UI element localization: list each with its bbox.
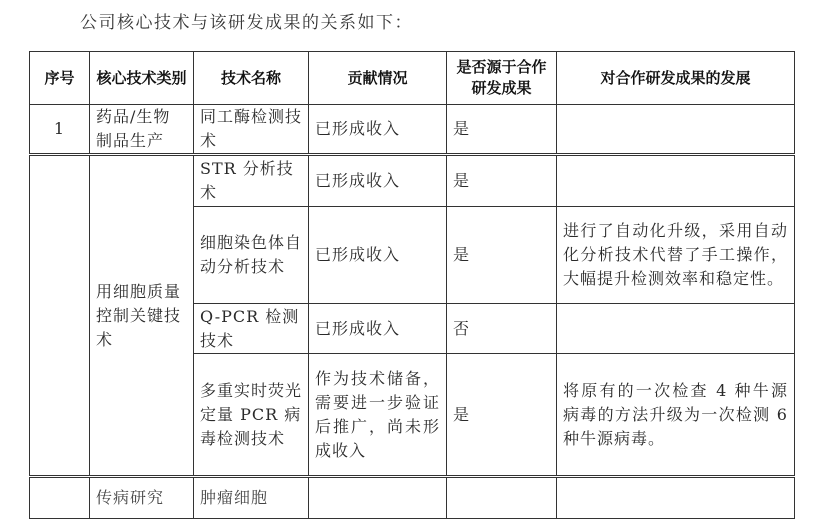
row-tech-name: 细胞染色体自动分析技术 [194, 207, 309, 304]
row-contribution [309, 477, 447, 519]
intro-text: 公司核心技术与该研发成果的关系如下： [80, 13, 413, 33]
row-development [557, 477, 795, 519]
row-development: 将原有的一次检查 4 种牛源病毒的方法升级为一次检测 6 种牛源病毒。 [557, 354, 795, 477]
table-row [30, 155, 795, 207]
header-from-coop: 是否源于合作研发成果 [447, 52, 557, 105]
row-category-text: 传病研究 [96, 488, 165, 507]
row-category [90, 477, 194, 519]
row-category-merged: 用细胞质量控制关键技术 [90, 155, 194, 477]
row-contribution: 已形成收入 [309, 155, 447, 207]
row-tech-name: Q-PCR 检测技术 [194, 304, 309, 354]
row-contribution: 已形成收入 [309, 304, 447, 354]
row-contribution: 作为技术储备，需要进一步验证后推广，尚未形成收入 [309, 354, 447, 477]
row-from-coop [447, 477, 557, 519]
row-from-coop: 是 [447, 155, 557, 207]
row-tech-name [194, 477, 309, 519]
table-row [30, 105, 795, 155]
row-development: 进行了自动化升级，采用自动化分析技术代替了手工操作，大幅提升检测效率和稳定性。 [557, 207, 795, 304]
row-no: 1 [30, 105, 90, 155]
row-contribution: 已形成收入 [309, 207, 447, 304]
table-header-row [30, 52, 795, 105]
row-no [30, 477, 90, 519]
row-development [557, 304, 795, 354]
header-contribution: 贡献情况 [309, 52, 447, 105]
row-development [557, 155, 795, 207]
header-tech-name: 技术名称 [194, 52, 309, 105]
core-technology-table [29, 51, 795, 519]
header-category: 核心技术类别 [90, 52, 194, 105]
header-no: 序号 [30, 52, 90, 105]
row-tech-name: 多重实时荧光定量 PCR 病毒检测技术 [194, 354, 309, 477]
table-row-partial [30, 477, 795, 519]
row-tech-name: STR 分析技术 [194, 155, 309, 207]
row-contribution: 已形成收入 [309, 105, 447, 155]
row-tech-name-text: 肿瘤细胞 [200, 488, 269, 507]
row-development [557, 105, 795, 155]
row-no-merged [30, 155, 90, 477]
header-development: 对合作研发成果的发展 [557, 52, 795, 105]
row-from-coop: 否 [447, 304, 557, 354]
row-tech-name: 同工酶检测技术 [194, 105, 309, 155]
row-category: 药品/生物制品生产 [90, 105, 194, 155]
row-from-coop: 是 [447, 207, 557, 304]
row-from-coop: 是 [447, 354, 557, 477]
row-from-coop: 是 [447, 105, 557, 155]
